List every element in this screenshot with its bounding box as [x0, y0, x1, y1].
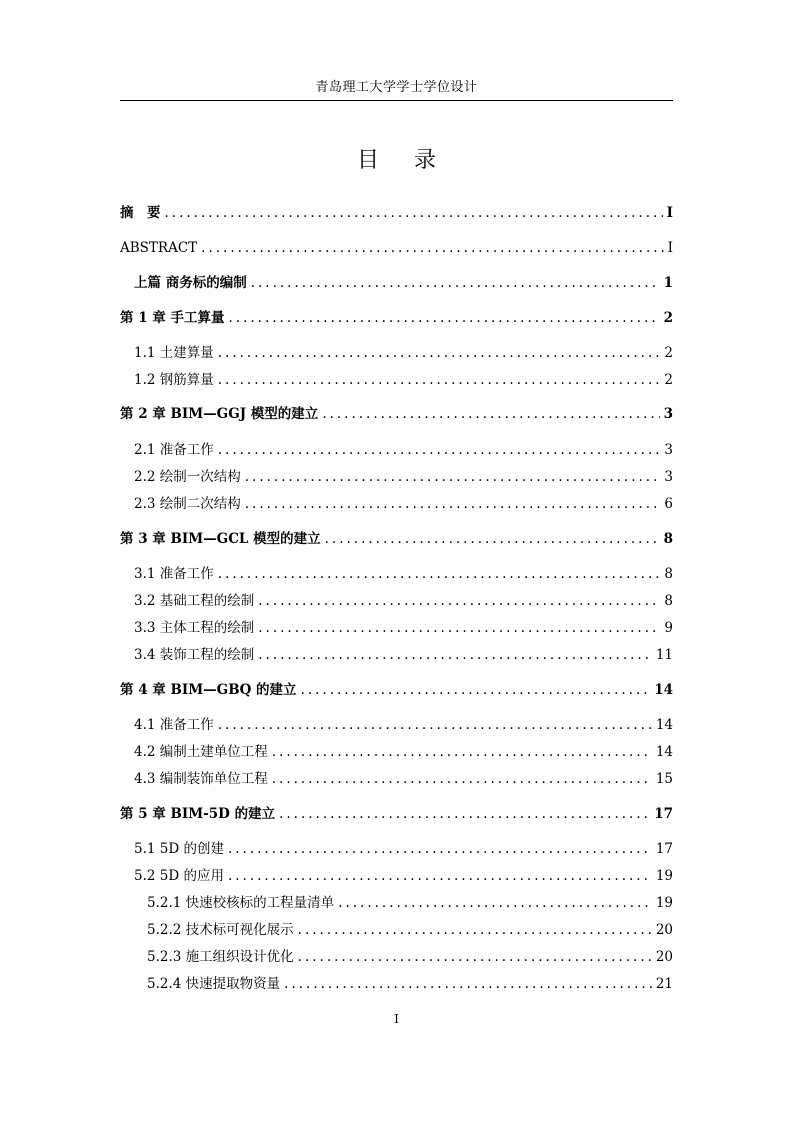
toc-entry-page: 14: [655, 744, 673, 760]
toc-entry[interactable]: [134, 468, 673, 486]
toc-entry[interactable]: [134, 495, 673, 513]
dot-leader: [245, 468, 661, 486]
dot-leader: [338, 894, 652, 912]
page-title: 目 录: [357, 148, 450, 173]
dot-leader: [258, 619, 660, 637]
toc-entry[interactable]: [134, 716, 673, 734]
toc-entry-page: 17: [654, 806, 673, 822]
toc-entry[interactable]: [134, 646, 673, 664]
toc-entry-label: 2.3 绘制二次结构: [134, 496, 241, 512]
toc-entry-label: 2.1 准备工作: [134, 442, 214, 458]
toc-entry[interactable]: [120, 530, 673, 548]
dot-leader: [301, 681, 651, 699]
toc-entry[interactable]: [134, 441, 673, 459]
toc-entry-label: 第 1 章 手工算量: [120, 310, 225, 326]
dot-leader: [245, 495, 661, 513]
toc-entry-page: 2: [663, 310, 673, 326]
toc-entry-page: 6: [664, 496, 673, 512]
dot-leader: [165, 204, 663, 222]
dot-leader: [251, 274, 660, 292]
dot-leader: [218, 344, 661, 362]
toc-entry[interactable]: [134, 743, 673, 761]
toc-entry-label: 第 5 章 BIM-5D 的建立: [120, 806, 276, 822]
toc-entry[interactable]: [120, 239, 673, 257]
toc-entry[interactable]: [147, 921, 673, 939]
dot-leader: [218, 565, 661, 583]
dot-leader: [228, 867, 652, 885]
dot-leader: [229, 309, 660, 327]
toc-entry-label: 4.3 编制装饰单位工程: [134, 771, 268, 787]
toc-entry-label: 第 3 章 BIM—GCL 模型的建立: [120, 531, 321, 547]
toc-entry-page: 20: [655, 922, 673, 938]
dot-leader: [272, 770, 652, 788]
toc-entry[interactable]: [147, 948, 673, 966]
toc-entry-label: 5.2.4 快速提取物资量: [147, 976, 281, 992]
toc-entry[interactable]: [134, 565, 673, 583]
toc-entry-label: 5.2.3 施工组织设计优化: [147, 949, 294, 965]
toc-entry-label: 第 2 章 BIM—GGJ 模型的建立: [120, 406, 319, 422]
dot-leader: [325, 530, 660, 548]
toc-entry-label: ABSTRACT: [120, 240, 198, 256]
toc-entry-label: 5.2.2 技术标可视化展示: [147, 922, 294, 938]
toc-entry-page: 3: [664, 442, 673, 458]
toc-entry-page: I: [666, 205, 673, 221]
dot-leader: [228, 840, 652, 858]
toc-entry-page: 11: [655, 647, 673, 663]
toc-entry[interactable]: [134, 867, 673, 885]
toc-entry-label: 3.1 准备工作: [134, 566, 214, 582]
toc-entry[interactable]: [134, 840, 673, 858]
dot-leader: [284, 975, 652, 993]
toc-entry-page: 20: [655, 949, 673, 965]
page-number: I: [394, 1012, 399, 1026]
toc-entry-label: 第 4 章 BIM—GBQ 的建立: [120, 682, 297, 698]
toc-entry[interactable]: [134, 344, 673, 362]
dot-leader: [298, 948, 652, 966]
toc-entry-page: 1: [663, 275, 673, 291]
dot-leader: [201, 239, 663, 257]
toc-entry-page: 9: [664, 620, 673, 636]
header-rule: [120, 100, 673, 101]
dot-leader: [272, 743, 652, 761]
toc-entry-page: 8: [663, 531, 673, 547]
toc-entry-page: 2: [664, 372, 673, 388]
toc-entry-page: 8: [664, 593, 673, 609]
dot-leader: [218, 716, 652, 734]
toc-entry-label: 1.2 钢筋算量: [134, 372, 214, 388]
toc-entry-page: 8: [664, 566, 673, 582]
toc-entry[interactable]: [134, 619, 673, 637]
toc-entry[interactable]: [120, 681, 673, 699]
toc-entry-label: 5.2.1 快速校核标的工程量清单: [147, 895, 335, 911]
toc-entry-label: 4.2 编制土建单位工程: [134, 744, 268, 760]
toc-entry-label: 上篇 商务标的编制: [134, 275, 247, 291]
toc-entry-page: 15: [655, 771, 673, 787]
toc-entry-label: 4.1 准备工作: [134, 717, 214, 733]
toc-entry-label: 5.1 5D 的创建: [134, 841, 224, 857]
toc-entry[interactable]: [134, 371, 673, 389]
toc-entry-page: 17: [655, 841, 673, 857]
dot-leader: [258, 646, 652, 664]
toc-entry-page: I: [667, 240, 673, 256]
toc-entry[interactable]: [120, 309, 673, 327]
dot-leader: [218, 371, 661, 389]
toc-entry-page: 14: [654, 682, 673, 698]
toc-entry[interactable]: [147, 975, 673, 993]
toc-entry-label: 1.1 土建算量: [134, 345, 214, 361]
toc-entry-page: 2: [664, 345, 673, 361]
toc-entry-label: 3.3 主体工程的绘制: [134, 620, 255, 636]
dot-leader: [322, 405, 659, 423]
toc-entry-page: 14: [655, 717, 673, 733]
toc-entry-label: 3.2 基础工程的绘制: [134, 593, 255, 609]
running-header: 青岛理工大学学士学位设计: [315, 80, 478, 95]
toc-entry[interactable]: [120, 405, 673, 423]
toc-entry-label: 2.2 绘制一次结构: [134, 469, 241, 485]
dot-leader: [258, 592, 660, 610]
toc-entry[interactable]: [120, 805, 673, 823]
dot-leader: [298, 921, 652, 939]
toc-entry-label: 5.2 5D 的应用: [134, 868, 224, 884]
toc-entry-page: 19: [655, 895, 673, 911]
toc-entry[interactable]: [134, 770, 673, 788]
toc-entry[interactable]: [120, 204, 673, 222]
toc-entry-page: 3: [664, 469, 673, 485]
toc-entry-page: 19: [655, 868, 673, 884]
toc-entry-label: 摘 要: [120, 205, 161, 221]
toc-entry[interactable]: [134, 274, 673, 292]
toc-entry-page: 3: [663, 406, 673, 422]
dot-leader: [279, 805, 650, 823]
toc-entry-label: 3.4 装饰工程的绘制: [134, 647, 255, 663]
toc-entry-page: 21: [655, 976, 673, 992]
toc-entry[interactable]: [134, 592, 673, 610]
toc-entry[interactable]: [147, 894, 673, 912]
dot-leader: [218, 441, 661, 459]
